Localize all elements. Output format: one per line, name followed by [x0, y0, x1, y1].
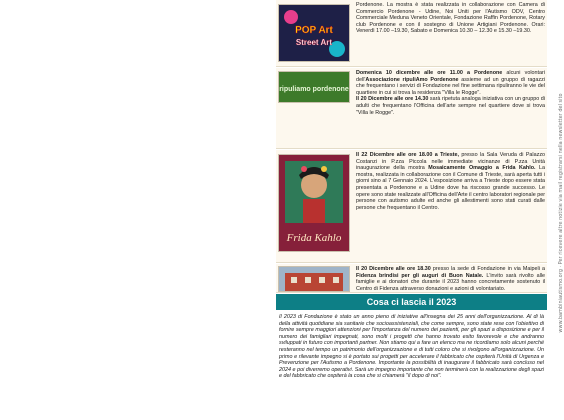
ripuliamo-pordenone-logo: [278, 71, 350, 103]
pop-art-street-art-poster: [278, 4, 350, 62]
svg-text:POP Art: POP Art: [295, 25, 333, 36]
entry-text: Domenica 10 dicembre alle ore 11.00 a Pordenone alcuni volontari dell'Associazione ripuliAmo Pordenone assieme ad un gruppo di ragazzi che frequentano i servizi di Fondazione nel fine settimana ripuliranno le vie del quartiere in cui si trova la residenza "Villa le Rogge". Il 20 Dicembre alle ore 14.30 sarà ripetuta analoga iniziativa con un gruppo di adulti che frequentano l'Officina dell'arte sempre nel quartiere dove si trova "Villa le Rogge".: [356, 70, 545, 116]
ripuliamo-logo-image: [279, 72, 349, 102]
entry-text: Il 20 Dicembre alle ore 18.30 presso la sede di Fondazione in via Maipeli a Fidenza brindisi per gli auguri di Buon Natale. L'invito sarà rivolto alle famiglie e ai donatori che durante il 2023 hanno concretamente sostenuto il Centro di Fidenza attraverso donazioni e azioni di volontariato.: [356, 266, 545, 292]
ripuliamo-logo-text: ripuliamo pordenone: [279, 86, 349, 93]
pop-art-poster-image: [279, 5, 349, 61]
news-entry: [276, 264, 547, 293]
building-photo: [278, 266, 350, 292]
section-title: Cosa ci lascia il 2023: [276, 294, 547, 310]
frida-kahlo-poster: [278, 154, 350, 252]
entry-text: Pordenone. La mostra è stata realizzata in collaborazione con Camera di Commercio Pordenone - Udine, Noi Uniti per l'Autismo ODV, Centro Commerciale Meduna Veneto Orientale, Fondazione Raffin Pordenone, Rotary club Pordenone e con il sostegno di Unione Artigiani Pordenone. Orari: Venerdì 17.00 –19.30, Sabato e Domenica 10.30 – 12.30 e 15.30 –19.30.: [356, 2, 545, 35]
frida-kahlo-poster-title: Frida Kahlo: [286, 232, 342, 244]
news-entry: [276, 0, 547, 67]
news-entry: [276, 150, 547, 263]
vertical-sidebar-text: www.bambiniautismo.org · Per ricevere altre notizie via mail registrarsi nella newsletter del sito: [558, 93, 564, 333]
svg-text:Street Art: Street Art: [295, 38, 333, 47]
news-entry: [276, 68, 547, 149]
vertical-sidebar: [551, 30, 564, 400]
frida-kahlo-poster-image: [279, 155, 349, 251]
closing-text: Il 2023 di Fondazione è stato un anno pieno di iniziative all'insegna dei 25 anni dell'organizzazione. Al di là della attività quotidiane sia sanitarie che socioassistenziali, che come sempre, sono state rese con l'obiettivo di fornire sempre maggiori attenzioni per l'importanza del numero dei pazienti, per gli spazi a disposizione e per il numero dei famigliari impegnati, sono molti i progetti che hanno trovato esito favorevole e che andranno sviluppati in futuro con importanti partner. Non stiamo qui a fare un elenco ma ne ricordiamo solo alcuni perché resteranno nel tempo un patrimonio dell'organizzazione e di tutti coloro che si rivolgono all'organizzazione. Un primo e rilevante impegno si è portato sui progetti per accelerare il fabbricato che ospiterà l'Unità di Urgenza e Prevenzione per l'Autismo a Pordenone. Importante la possibilità di inaugurare il fabbricato sarà concluso nel 2024 e poi diverremo operativi. Sarà un impegno importante che non terminerà con la realizzazione degli spazi e del fabbricato che ospiterà la cosa che si chiamerà "il dopo di noi".: [276, 312, 547, 420]
building-photo-image: [279, 267, 349, 291]
entry-text: Il 22 Dicembre alle ore 18.00 a Trieste, presso la Sala Veruda di Palazzo Costanzi in P.zza Piccola nelle immediate vicinanze di P.zza Unità inaugurazione della mostra Mosaicamente Omaggio a Frida Kahlo. La mostra, realizzata in collaborazione con il Comune di Trieste, sarà aperta tutti i giorni sino al 7 Gennaio 2024. L'esposizione arriva a Trieste dopo essere stata presentata a Pordenone e a Udine dove ha riscosso grande successo. Le opere sono state realizzate all'Officina dell'Arte il centro laboratori regionale per persone con autismo adulte ed anche gli allestimenti sono stati curati dalle persone che frequentano il Centro.: [356, 152, 546, 211]
